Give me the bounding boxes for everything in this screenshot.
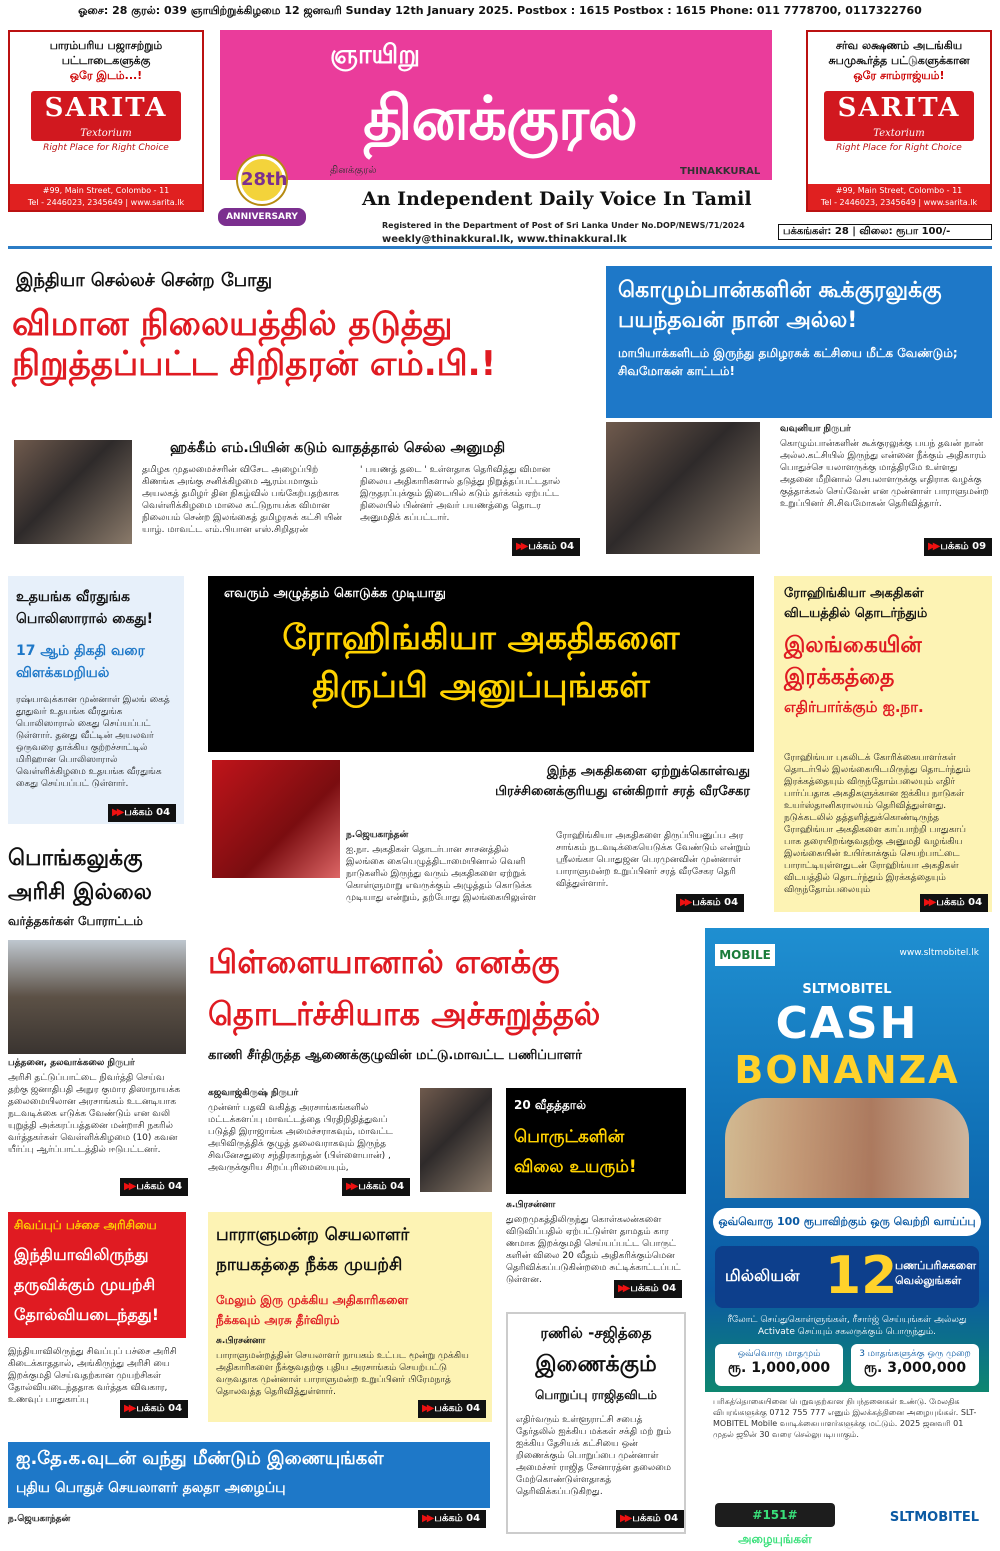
byline: சு.பிரசன்னா: [216, 1336, 266, 1346]
story-red-rice[interactable]: [8, 1212, 186, 1420]
headline-main: இணைக்கும்: [535, 1352, 657, 1377]
ad-tagline: Right Place for Right Choice: [836, 143, 962, 153]
byline: பத்தனை, தலவாக்கலை நிருபர்: [8, 1058, 135, 1068]
story-body: இந்தியாவிலிருந்து சிவப்புப் பச்சை அரிசி கிடைக்காததால், அங்கிருந்து அரிசி யை இறக்குமதி செய்வதற்கான முயற்சிகள் தோல்வியடைந்ததாக வர்த்தக விவகார, உணவுப் பாதுகாப்பு: [8, 1347, 177, 1405]
anniversary-emblem: [212, 148, 312, 244]
ad-footer: #99, Main Street, Colombo - 11 Tel - 2446023, 2345649 | www.sarita.lk: [10, 184, 202, 210]
kicker: சிவப்புப் பச்சை அரிசியை: [14, 1218, 157, 1232]
story-body: ஐ.நா. அகதிகள் தொடர்பான சாசனத்தில் இலங்கை கையெழுத்திடாமையினால் வெளி நாடுகளில் இருந்து வரும் அகதிகளை ஏற்றுக் கொள்ளுமாறு எவருக்கும் அழுத்தம் கொடுக்க முடியாது என்றும், தற்போது இலங்கையிலுள்ள: [346, 845, 537, 903]
headline: விமான நிலையத்தில் தடுத்து நிறுத்தப்பட்ட சிறிதரன் எம்.பி.!: [12, 304, 497, 384]
ad-million-number: 12: [825, 1246, 898, 1306]
ad-band: ஒவ்வொரு 100 ரூபாவிற்கும் ஒரு வெற்றி வாய்ப்பு: [713, 1208, 981, 1236]
ad-terms: பரிசுத்தொகையினை பெறுவதற்கான நிபந்தனைகள் உண்டு. மேலதிக விபரங்களுக்கு 0712 755 777 எனும் இலக்கத்தினை அழையுங்கள். SLT-MOBITEL Mobile வாடிக்கையாளர்களுக்கு மட்டும். 2025 ஜனவரி 01 முதல் ஜூன் 30 வரை செல்லுபடியாகும். #151# அழையுங்கள் SLTMOBITEL: [705, 1392, 989, 1533]
ad-line: பட்டாடைகளுக்கு: [61, 54, 151, 67]
masthead-english: THINAKKURAL: [680, 166, 761, 177]
sarita-ad-left[interactable]: [8, 30, 204, 212]
story-body: ரோஹிங்யா புகலிடக் கோரிக்கையாளர்கள் தொடர்பில் இலங்கையிடமிருந்து தொடர்ந்தும் இரக்கத்தையும் விருந்தோம்பலையும் எதிர் பார்ப்பதாக அகதிகளுக்கான ஐக்கிய நாடுகள் உயர்ஸ்தானிகராலயம் தெரிவித்துள்ளது. நடுக்கடலில் தத்தளித்துக்கொண்டிருந்த ரோஹிங்யா அகதிகளை காப்பாற்றி பாதுகாப் பாக தரையிறங்குவதற்கு அனுமதி வழங்கிய இலங்கையின் உயிர்காக்கும் செயற்பாட்டை பாராட்டியுள்ளதுடன் ரோஹிங்யா அகதிகள் விடயத்தில் தொடர்ந்தும் இரக்கத்தையும் விருந்தோம்பலையும்: [784, 753, 971, 895]
story-body: அரிசி தட்டுப்பாட்டை நிவர்த்தி செய்வ தற்கு ஜனாதிபதி அநுர குமார திஸாநாயக்க தலைமையிலான அரசாங்கம் உடனடியாக நடவடிக்கை எடுக்க வேண்டும் என வலி யுறுத்தி அக்கரப்பத்தனை மன்றாசி நகரில் வர்த்தகர்கள் வெள்ளிக்கிழமை (10) கவன யீர்ப்பு ஆர்ப்பாட்டத்தில் ஈடுபட்டனர்.: [8, 1073, 181, 1155]
ad-slt-logo: SLTMOBITEL: [889, 1510, 979, 1525]
anniversary-ribbon: ANNIVERSARY: [218, 208, 306, 226]
page-jump-link[interactable]: ▶▶ பக்கம் 04: [108, 804, 176, 822]
ad-million-label: மில்லியன்: [725, 1266, 800, 1285]
byline: கஜவாஜ்கிருஷ் நிருபர்: [208, 1088, 299, 1098]
ad-million-box: [715, 1246, 979, 1308]
subheadline: காணி சீர்திருத்த ஆணைக்குழுவின் மட்டு.மாவட்ட பணிப்பாளர்: [208, 1048, 582, 1063]
headline-tail: எதிர்பார்க்கும் ஐ.நா.: [784, 698, 924, 716]
page-count-price: பக்கங்கள்: 28 | விலை: ரூபா 100/-: [778, 224, 992, 240]
ad-footer: #99, Main Street, Colombo - 11 Tel - 2446023, 2345649 | www.sarita.lk: [808, 184, 990, 210]
ad-tagline: Right Place for Right Choice: [43, 143, 169, 153]
ad-brand: SLTMOBITEL: [802, 982, 892, 997]
masthead-tagline: An Independent Daily Voice In Tamil: [362, 188, 752, 210]
page-jump-link[interactable]: ▶▶ பக்கம் 04: [512, 538, 580, 556]
kicker: ரோஹிங்கியா அகதிகள் விடயத்தில் தொடர்ந்தும்: [784, 586, 928, 621]
subheadline: பொறுப்பு ராஜிதவிடம்: [535, 1388, 657, 1402]
official-photo: [420, 1088, 492, 1192]
story-body: கொழும்பான்களின் கூக்குரலுக்கு பயந் தவன் நான் அல்ல.கட்சியில் இருந்து என்னை நீக்கும் அதிகாரம் பொதுச்செ யலாளருக்கு மாத்திரமே உள்ளது அதனை மீறினால் செயலாளருக்கு எதிராக வழக்கு குத்தாக்கல் செய்வேன் என முன்னாள் பாராளுமன்ற உறுப்பினர் சி.சிவமோகன் தெரிவித்தார்.: [780, 439, 989, 509]
protest-photo: [8, 940, 186, 1054]
page-jump-link[interactable]: ▶▶ பக்கம் 04: [342, 1178, 410, 1196]
ad-description: ரீலோட் செய்துகொள்ளுங்கள், ரீசார்ஜ் செய்யுங்கள் அல்லது Activate செய்யும் சகலருக்கும் பொருந்தும்.: [727, 1315, 967, 1337]
sivamohan-photo: [606, 422, 760, 554]
story-body: தமிழக முதலமைச்சரின் விசேட அழைப்பிற் கிணங்க அங்கு சனிக்கிழமை ஆரம்பமாகும் அயலகத் தமிழர் தின நிகழ்வில் பங்கேற்பதற்காக வெள்ளிக்கிழமை மாலை கட்டுநாயக்க விமான நிலையம் சென்ற இலங்கைத் தமிழரசுக் கட்சி யின் யாழ். மாவட்ட எம்.பியான எஸ்.சிறிதரன்: [142, 465, 342, 535]
page-jump-link[interactable]: ▶▶ பக்கம் 04: [120, 1400, 188, 1418]
page-jump-link[interactable]: ▶▶ பக்கம் 04: [614, 1280, 682, 1298]
ad-prize-quarterly: 3 மாதங்களுக்கு ஒரு முறை ரூ. 3,000,000: [851, 1344, 979, 1386]
story-un-rohingya[interactable]: [774, 576, 992, 912]
page-jump-link[interactable]: ▶▶ பக்கம் 04: [920, 894, 988, 912]
ad-website[interactable]: www.sltmobitel.lk: [899, 948, 979, 958]
subheadline: மேலும் இரு முக்கிய அதிகாரிகளை நீக்கவும் அரசு தீர்விரம்: [216, 1293, 409, 1327]
byline: வவுனியா நிருபர்: [780, 424, 851, 434]
story-udayanga[interactable]: [8, 576, 184, 824]
ad-bonanza: BONANZA: [734, 1048, 960, 1092]
dateline: ஓசை: 28 குரல்: 039 ஞாயிற்றுக்கிழமை 12 ஜனவரி Sunday 12th January 2025. Postbox : 1615 Postbox : 1615 Phone: 011 7778700, 0117322760: [78, 4, 922, 17]
ad-people-image: [725, 1098, 969, 1198]
story-body: ' பயணத் தடை ' உள்ளதாக தெரிவித்து விமான நிலைய அதிகாரிகளால் தடுத்து நிறுத்தப்பட்டதால் இருதரப்புக்கும் இடையில் கடும் தர்க்கம் ஏற்பட்ட நிலையில் பின்னர் அவர் பயணத்தை தொடர அனுமதிக் கப்பட்டார்.: [360, 465, 561, 523]
byline: ந.ஜெயகாந்தன்: [8, 1514, 71, 1524]
subheadline: மாபியாக்களிடம் இருந்து தமிழரசுக் கட்சியை மீட்க வேண்டும்; சிவமோகன் காட்டம்!: [618, 346, 958, 378]
byline: சு.பிரசன்னா: [506, 1200, 556, 1210]
headline: பொங்கலுக்கு அரிசி இல்லை: [8, 846, 152, 905]
story-ranil-sajith[interactable]: [506, 1312, 686, 1534]
ad-cash: CASH: [775, 998, 919, 1049]
ad-prize-monthly: ஒவ்வொரு மாதமும் ரூ. 1,000,000: [715, 1344, 843, 1386]
headline: இந்தியாவிலிருந்து தருவிக்கும் முயற்சி தோல்வியடைந்தது!: [14, 1245, 160, 1324]
page-jump-link[interactable]: ▶▶ பக்கம் 04: [616, 1510, 684, 1528]
ad-mobile-tag: MOBILE: [715, 944, 775, 966]
story-sritharan[interactable]: [8, 264, 586, 556]
anniversary-number: 28th: [238, 156, 286, 204]
story-body: ரஷ்யாவுக்கான முன்னாள் இலங் கைத் தூதுவர் உதயங்க வீரதுங்க பொலிஸாரால் கைது செய்யப்பட் டுள்ளார். தனது வீட்டின் அயலவர் ஒருவரை தாக்கிய குற்றச்சாட்டில் மிரிஹான பொலிஸாரால் வெள்ளிக்கிழமை உதயங்க வீரதுங்க கைது செய்யப்பட் டுள்ளார்.: [16, 695, 170, 789]
page-jump-link[interactable]: ▶▶ பக்கம் 04: [418, 1510, 486, 1528]
kicker: எவரும் அழுத்தம் கொடுக்க முடியாது: [224, 586, 446, 601]
ad-million-right: பணப்பரிசுகளை வெல்லுங்கள்: [895, 1259, 977, 1287]
sritharan-photo: [14, 440, 132, 544]
ad-line: ஒரே இடம்...!: [69, 69, 143, 82]
headline: உதயங்க வீரதுங்க பொலிஸாரால் கைது!: [16, 589, 154, 627]
headline: ரணில் -சஜித்தை: [540, 1324, 652, 1342]
page-jump-link[interactable]: ▶▶ பக்கம் 04: [676, 894, 744, 912]
ad-line: சர்வ லக்ஷணம் அடங்கிய: [835, 39, 963, 52]
ad-line: சுபமுகூர்த்த பட்டுகளுக்கான: [828, 54, 970, 67]
story-body: முன்னர் பதவி வகித்த அரசாங்கங்களில் மட்டக்களப்பு மாவட்டத்தை பிரதிநிதித்துவப் படுத்தி இராஜாங்க அமைச்சராகவும், மாவட்ட அபிவிருத்திக் குழுத் தலைவராகவும் இருந்த சிவனேசதுரை சந்திரகாந்தன் (பிள்ளையான்) , அவருக்குரிய சிறப்புரிமையையும்,: [208, 1103, 393, 1173]
sarath-weerasekara-photo: [212, 760, 340, 878]
masthead-sunday: ஞாயிறு: [330, 40, 420, 70]
sarita-ad-right[interactable]: [806, 30, 992, 212]
story-unp-call[interactable]: [8, 1442, 490, 1508]
headline: பொருட்களின் விலை உயரும்!: [514, 1127, 637, 1177]
web-contact[interactable]: weekly@thinakkural.lk, www.thinakkural.lk: [382, 234, 627, 245]
story-body: பாராளுமன்றத்தின் செயலாளர் நாயகம் உட்பட மூன்று முக்கிய அதிகாரிகளை நீக்குவதற்கு புதிய அரசாங்கம் செயற்பட்டு வருவதாக முன்னாள் பாராளுமன்ற உறுப்பினர் பிரேமநாத் தொலவத்த தெரிவித்துள்ளார்.: [216, 1351, 469, 1397]
headline: பாராளுமன்ற செயலாளர் நாயகத்தை நீக்க முயற்சி: [216, 1225, 410, 1275]
story-rohingya-head[interactable]: [208, 576, 754, 752]
ad-line: ஒரே சாம்ராஜ்யம்!: [853, 69, 945, 82]
story-parliament-secretary[interactable]: [208, 1212, 492, 1422]
byline: ந.ஜெயகாந்தன்: [346, 830, 409, 840]
subheadline: வர்த்தகர்கள் போராட்டம்: [8, 914, 143, 928]
subheadline: 17 ஆம் திகதி வரை விளக்கமறியல்: [16, 643, 145, 681]
headline: இலங்கையின் இரக்கத்தை: [784, 633, 922, 690]
page-jump-link[interactable]: ▶▶ பக்கம் 04: [120, 1178, 188, 1196]
story-price-rise-head[interactable]: [506, 1088, 686, 1194]
story-body: எதிர்வரும் உள்ளூராட்சி சபைத் தேர்தலில் ஐக்கிய மக்கள் சக்தி மற் றும் ஐக்கிய தேசியக் கட்சியை ஒன் றிணைக்கும் பொறுப்பை முன்னாள் அமைச்சர் ராஜித சேனாரத்ன தலைமை மேற்கொண்டுள்ளதாகத் தெரிவிக்கப்படுகிறது.: [516, 1415, 672, 1497]
subheadline: ஹக்கீம் எம்.பியின் கடும் வாதத்தால் செல்ல அனுமதி: [170, 440, 506, 456]
sarita-logo: SARITA Textorium: [31, 91, 181, 141]
headline: ஐ.தே.க.வுடன் வந்து மீண்டும் இணையுங்கள்: [16, 1448, 384, 1469]
ad-line: பாரம்பரிய பஜாசற்றும்: [49, 39, 163, 52]
subheadline: இந்த அகதிகளை ஏற்றுக்கொள்வது பிரச்சினைக்குரியது என்கிறார் சரத் வீரசேகர: [495, 764, 750, 799]
story-sivamohan-head[interactable]: [606, 266, 992, 418]
headline: கொழும்பான்களின் கூக்குரலுக்கு பயந்தவன் நான் அல்ல!: [618, 278, 942, 333]
masthead-small-tamil: தினக்குரல்: [330, 165, 377, 176]
kicker: இந்தியா செல்லச் சென்ற போது: [16, 270, 273, 291]
sltmobitel-cash-bonanza-ad[interactable]: [705, 928, 989, 1546]
ad-dial-code: #151# அழையுங்கள்: [715, 1503, 835, 1527]
kicker: 20 வீதத்தால்: [514, 1098, 587, 1112]
story-body: துறைமுகத்திலிருந்து கொள்கலன்களை விடுவிப்பதில் ஏற்பட்டுள்ள தாமதம் கார ணமாக இறக்குமதி செய்யப்பட்ட பொருட் களின் விலை 20 வீதம் அதிகரிக்கும்மென தெரிவிக்கப்படுகின்றமை சுட்டிக்காட்டப்பட் டுள்ளன.: [506, 1215, 681, 1285]
headline: ரோஹிங்கியா அகதிகளை திருப்பி அனுப்புங்கள்: [282, 618, 680, 706]
page-jump-link[interactable]: ▶▶ பக்கம் 09: [924, 538, 992, 556]
page-jump-link[interactable]: ▶▶ பக்கம் 04: [418, 1400, 486, 1418]
headline: பிள்ளையானால் எனக்கு தொடர்ச்சியாக அச்சுறுத்தல்: [208, 943, 601, 1033]
story-body: ரோஹிங்கியா அகதிகளை திருப்பியனுப்ப அர சாங்கம் நடவடிக்கையெடுக்க வேண்டும் என்றும் ஸ்ரீலங்கா பொதுஜன பெரமுனவின் முன்னாள் பாராளுமன்ற உறுப்பினர் சரத் வீரசேகர தெரி வித்துள்ளார்.: [556, 831, 751, 889]
registration-line: Registered in the Department of Post of Sri Lanka Under No.DOP/NEWS/71/2024: [382, 221, 745, 230]
story-pongal-rice[interactable]: [8, 836, 186, 1196]
subheadline: புதிய பொதுச் செயலாளர் தலதா அழைப்பு: [16, 1480, 286, 1496]
sarita-logo: SARITA Textorium: [824, 91, 974, 141]
divider: [8, 246, 992, 249]
masthead-title: தினக்குரல்: [363, 84, 637, 154]
